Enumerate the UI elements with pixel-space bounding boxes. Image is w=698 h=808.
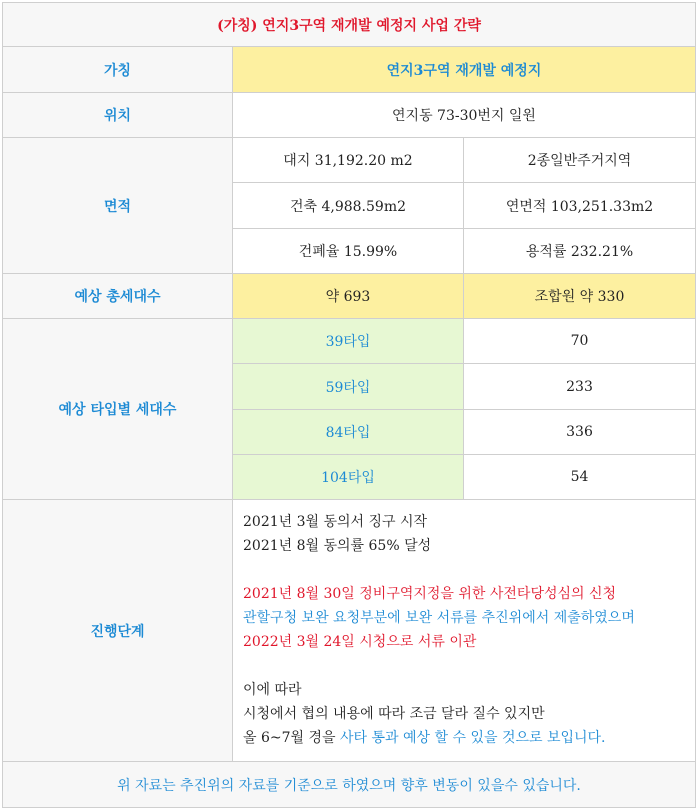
table-title: (가칭) 연지3구역 재개발 예정지 사업 간략 [3, 3, 696, 47]
zoning: 2종일반주거지역 [464, 138, 696, 183]
union-members: 조합원 약 330 [464, 274, 696, 319]
label-progress: 진행단계 [3, 500, 233, 762]
type-name: 39타입 [233, 319, 464, 364]
label-location: 위치 [3, 93, 233, 138]
progress-details [233, 500, 696, 762]
floor-area-ratio: 용적률 232.21% [464, 229, 696, 274]
coverage-ratio: 건폐율 15.99% [233, 229, 464, 274]
type-name: 59타입 [233, 364, 464, 410]
label-name: 가칭 [3, 47, 233, 93]
footer-note: 위 자료는 추진위의 자료를 기준으로 하였으며 향후 변동이 있을수 있습니다. [3, 762, 696, 808]
project-summary [2, 2, 695, 806]
total-households: 약 693 [233, 274, 464, 319]
progress-line: 2021년 8월 동의률 65% 달성 [243, 538, 432, 554]
progress-line-note: 관할구청 보완 요청부분에 보완 서류를 추진위에서 제출하였으며 [243, 610, 635, 626]
progress-line-highlight: 2022년 3월 24일 시청으로 서류 이관 [243, 634, 477, 650]
type-name: 84타입 [233, 410, 464, 455]
label-types: 예상 타입별 세대수 [3, 319, 233, 500]
total-floor-area: 연면적 103,251.33m2 [464, 183, 696, 229]
type-name: 104타입 [233, 455, 464, 500]
progress-line: 이에 따라 [243, 682, 302, 698]
progress-line [243, 726, 685, 750]
label-area: 면적 [3, 138, 233, 274]
progress-line: 2021년 3월 동의서 징구 시작 [243, 514, 428, 530]
type-count: 233 [464, 364, 696, 410]
progress-text: 올 6~7월 경을 [243, 730, 340, 746]
progress-line: 시청에서 협의 내용에 따라 조금 달라 질수 있지만 [243, 706, 545, 722]
project-name: 연지3구역 재개발 예정지 [233, 47, 696, 93]
location-value: 연지동 73-30번지 일원 [233, 93, 696, 138]
progress-text-highlight: 사타 통과 예상 할 수 있을 것으로 보입니다. [340, 730, 606, 746]
type-count: 336 [464, 410, 696, 455]
building-area: 건축 4,988.59m2 [233, 183, 464, 229]
summary-table [2, 2, 696, 808]
type-count: 54 [464, 455, 696, 500]
site-area: 대지 31,192.20 m2 [233, 138, 464, 183]
type-count: 70 [464, 319, 696, 364]
label-households: 예상 총세대수 [3, 274, 233, 319]
progress-line-highlight: 2021년 8월 30일 정비구역지정을 위한 사전타당성심의 신청 [243, 586, 617, 602]
